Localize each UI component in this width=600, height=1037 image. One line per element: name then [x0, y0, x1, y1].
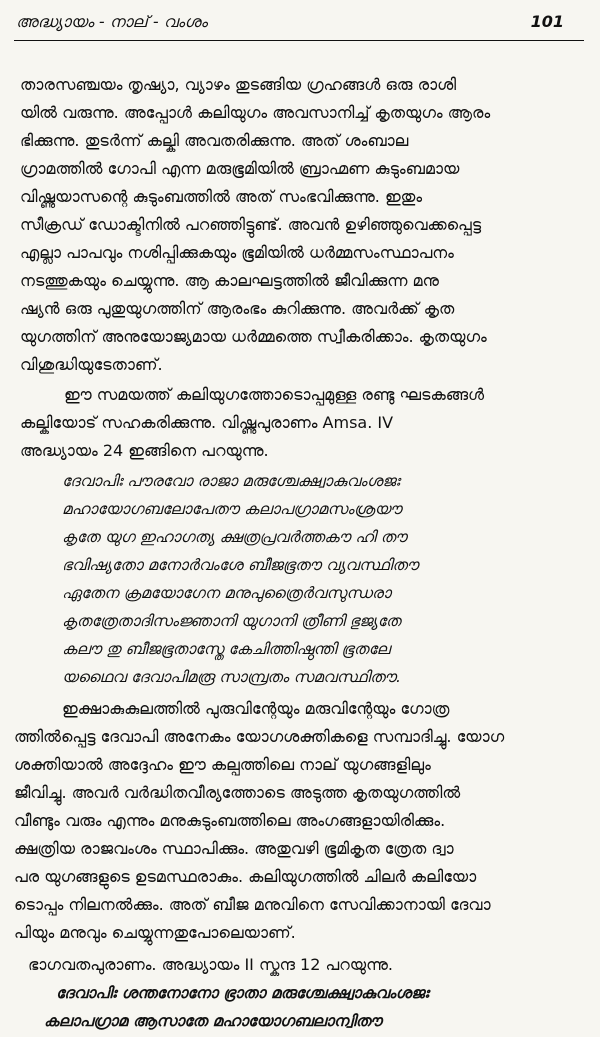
paragraph-line: പര യുഗങ്ങളുടെ ഉടമസ്ഥരാകും. കലിയുഗത്തിൽ ചിലർ കലിയോ — [14, 867, 477, 886]
paragraph-line: എല്ലാ പാപവും നശിപ്പിക്കുകയും ഭൂമിയിൽ ധർമ്മസംസ്ഥാപനം — [20, 243, 454, 262]
paragraph-line: ഭാഗവതപുരാണം. അദ്ധ്യായം II സ്കന്ദ 12 പറയുന്നു. — [28, 955, 393, 974]
paragraph-line: ജീവിച്ചു. അവർ വർദ്ധിതവീര്യത്തോടെ അടുത്ത കൃതയുഗത്തിൽ — [14, 783, 461, 802]
paragraph-line: ഭിക്കുന്നു. തുടർന്ന് കല്കി അവതരിക്കുന്നു. അത് ശംബാല — [20, 131, 409, 150]
paragraph-line: യിൽ വരുന്നു. അപ്പോൾ കലിയുഗം അവസാനിച്ച് കൃതയുഗം ആരം — [20, 103, 491, 122]
paragraph-line: ഇക്ഷാകുകുലത്തിൽ പുരുവിന്റേയും മരുവിന്റേയും ഗോത്ര — [62, 699, 450, 718]
paragraph-line: ശക്തിയാൽ അദ്ദേഹം ഈ കല്പത്തിലെ നാല് യുഗങ്ങളിലും — [14, 755, 431, 774]
paragraph-line: വിശുദ്ധിയുടേതാണ്. — [20, 355, 163, 374]
page-number: 101 — [530, 12, 564, 31]
verse-line: ഏതേന ക്രമയോഗേന മനുപുത്രൈർവസുന്ധരാ — [62, 584, 391, 602]
page-header — [0, 0, 600, 40]
verse-line: കൃതത്രേതാദിസംജ്ഞാനി യുഗാനി ത്രീണി ഭുജ്യതേ — [62, 612, 401, 630]
paragraph-line: വിഷ്ണുയാസന്റെ കുടുംബത്തിൽ അത് സംഭവിക്കുന്നു. ഇതും — [20, 187, 423, 206]
header-rule — [14, 40, 584, 41]
paragraph-line: നടത്തുകയും ചെയ്യുന്നു. ആ കാലഘട്ടത്തിൽ ജീവിക്കുന്ന മനു — [20, 271, 439, 290]
paragraph-line: ക്ഷത്രിയ രാജവംശം സ്ഥാപിക്കും. അതുവഴി ഭൂമികൃത ത്രേത ദ്വാ — [14, 839, 454, 858]
verse-line: കലാപഗ്രാമ ആസാതേ മഹായോഗബലാന്വിതൗ — [44, 1012, 382, 1030]
paragraph-line: ഗ്രാമത്തിൽ ഗോപി എന്ന മരുഭൂമിയിൽ ബ്രാഹ്മണ കുടുംബമായ — [20, 159, 460, 178]
running-title: അദ്ധ്യായം - നാല് - വംശം — [16, 12, 208, 31]
verse-line: ദേവാപിഃ ശന്തനോനോ ഭ്രാതാ മരുശ്ചേക്ഷ്വാകുവംശജഃ — [56, 984, 429, 1002]
verse-line: ഭവിഷ്യതോ മനോർവംശേ ബീജഭൂതൗ വ്യവസ്ഥിതൗ — [62, 556, 419, 574]
verse-line: കലൗ തു ബീജഭൂതാസ്തേ കേചിത്തിഷ്ഠന്തി ഭൂതലേ — [62, 640, 391, 658]
paragraph-line: വീണ്ടും വരും എന്നും മനുകുടുംബത്തിലെ അംഗങ്ങളായിരിക്കും. — [14, 811, 446, 830]
paragraph-line: പിയും മനുവും ചെയ്യുന്നതുപോലെയാണ്. — [14, 923, 296, 942]
paragraph-line: അദ്ധ്യായം 24 ഇങ്ങിനെ പറയുന്നു. — [20, 441, 269, 460]
paragraph-line: താരസഞ്ചയം തൃഷ്യാ, വ്യാഴം തുടങ്ങിയ ഗ്രഹങ്ങൾ ഒരു രാശി — [20, 75, 457, 94]
verse-line: മഹായോഗബലോപേതൗ കലാപഗ്രാമസംശ്രയൗ — [62, 500, 402, 518]
paragraph-line: കല്കിയോട് സഹകരിക്കുന്നു. വിഷ്ണുപുരാണം Amsa. IV — [20, 413, 394, 432]
verse-line: കൃതേ യുഗ ഇഹാഗത്യ ക്ഷത്രപ്രവർത്തകൗ ഹി തൗ — [62, 528, 407, 546]
verse-line: യഥൈവ ദേവാപിമരൂ സാമ്പ്രതം സമവസ്ഥിതൗ. — [62, 668, 401, 686]
paragraph-line: ടൊപ്പം നിലനൽക്കും. അത് ബീജ മനുവിനെ സേവിക്കാനായി ദേവാ — [14, 895, 491, 914]
paragraph-line: സീക്രഡ് ഡോക്ടിനിൽ പറഞ്ഞിട്ടുണ്ട്. അവൻ ഉഴിഞ്ഞുവെക്കപ്പെട്ട — [20, 215, 482, 234]
paragraph-line: ഈ സമയത്ത് കലിയുഗത്തോടൊപ്പമുള്ള രണ്ടു ഘടകങ്ങൾ — [64, 385, 485, 404]
verse-line: ദേവാപിഃ പൗരവോ രാജാ മരുശ്ചേക്ഷ്വാകുവംശജഃ — [62, 472, 400, 490]
paragraph-line: ഷ്യൻ ഒരു പുതുയുഗത്തിന് ആരംഭം കുറിക്കുന്നു. അവർക്ക് കൃത — [20, 299, 455, 318]
paragraph-line: യുഗത്തിന് അനുയോജ്യമായ ധർമ്മത്തെ സ്വീകരിക്കാം. കൃതയുഗം — [20, 327, 487, 346]
paragraph-line: ത്തിൽപ്പെട്ട ദേവാപി അനേകം യോഗശക്തികളെ സമ്പാദിച്ചു. യോഗ — [14, 727, 505, 746]
